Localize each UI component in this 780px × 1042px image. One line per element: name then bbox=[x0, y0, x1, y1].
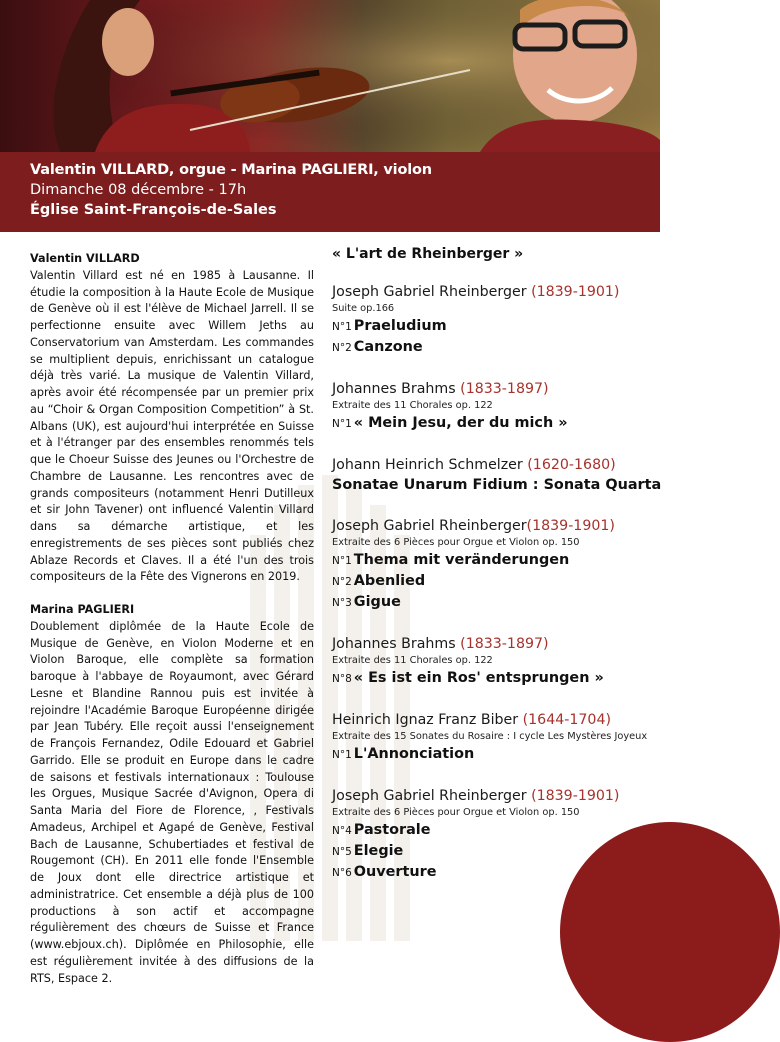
movement-number: N°4 bbox=[332, 825, 352, 837]
movement-number: N°3 bbox=[332, 597, 352, 609]
movement bbox=[332, 413, 652, 434]
composer-years: (1839-1901) bbox=[526, 518, 615, 534]
composer-line bbox=[332, 786, 652, 806]
composer-name: Heinrich Ignaz Franz Biber bbox=[332, 712, 519, 728]
movement bbox=[332, 592, 652, 613]
composer-name: Joseph Gabriel Rheinberger bbox=[332, 284, 527, 300]
movement-number: N°1 bbox=[332, 418, 352, 430]
program bbox=[332, 244, 662, 904]
composer-name: Johannes Brahms bbox=[332, 381, 456, 397]
movement-title: Canzone bbox=[353, 339, 423, 355]
movement-number: N°2 bbox=[332, 342, 352, 354]
composer-line bbox=[332, 710, 652, 730]
composer-years: (1620-1680) bbox=[527, 457, 616, 473]
composer-years: (1833-1897) bbox=[460, 636, 549, 652]
composer-years: (1839-1901) bbox=[531, 788, 620, 804]
movement bbox=[332, 337, 652, 358]
movement-number: N°6 bbox=[332, 867, 352, 879]
bio-text: Valentin Villard est né en 1985 à Lausanne. Il étudie la composition à la Haute Ecole de Musique de Genève où il est l'élève de Michael Jarrell. Il se perfectionne ensuite avec Willem Jeths au Conservatorium van Amsterdam. Les commandes se multiplient depuis, enrichissant un catalogue déjà très varié. La musique de Valentin Villard, après avoir été récompensée par un premier prix au “Choir & Organ Composition Competition” à St. Albans (UK), est aujourd'hui interprétée en Suisse et à l'étranger par des ensembles renommés tels que le Choeur Suisse des Jeunes ou l'Orchestre de Chambre de Lausanne. Les rencontres avec de grands compositeurs (notamment Henri Dutilleux et sir John Tavener) ont influencé Valentin Villard dans sa démarche artistique, et les enregistrements de ses pièces sont publiés chez Ablaze Records et Claves. Il a été l'un des trois compositeurs de la Fête des Vignerons en 2019. bbox=[30, 268, 314, 584]
movement-title: Ouverture bbox=[353, 864, 437, 880]
movement-title: « Mein Jesu, der du mich » bbox=[353, 415, 568, 431]
opus-note: Extraite des 11 Chorales op. 122 bbox=[332, 655, 493, 666]
corner-decoration bbox=[560, 822, 780, 1042]
bio-text: Doublement diplômée de la Haute Ecole de Musique de Genève, en Violon Moderne et en Violon Baroque, elle complète sa formation baroque à l'abbaye de Royaumont, avec Gérard Lesne et Blandine Rannou puis est invitée à rejoindre l'Académie Baroque Européenne dirigée par Jean Tubéry. Elle reçoit aussi l'enseignement de François Fernandez, Odile Edouard et Gabriel Garrido. Elle se produit en Europe dans le cadre de saisons et festivals internationaux : Toulouse les Orgues, Musique Sacrée d'Avignon, Opera di Santa Maria del Fiore de Florence, , Festivals Amadeus, Archipel et Agapé de Genève, Festival Bach de Lausanne, Schubertiades et festival de Rougemont (CH). En 2011 elle fonde l'Ensemble de Joux dont elle directrice artistique et administratrice. Cet ensemble a déjà plus de 100 productions à son actif et accompagne régulièrement des chœurs de Suisse et France (www.ebjoux.ch). Diplômée en Philosophie, elle est régulièrement invitée à des diffusions de la RTS, Espace 2. bbox=[30, 619, 314, 985]
movement-title: « Es ist ein Ros' entsprungen » bbox=[353, 670, 604, 686]
bio-name: Valentin VILLARD bbox=[30, 252, 140, 265]
movement-title: Praeludium bbox=[353, 318, 447, 334]
concert-date: Dimanche 08 décembre - 17h bbox=[30, 182, 247, 198]
opus-note: Extraite des 6 Pièces pour Orgue et Violon op. 150 bbox=[332, 537, 580, 548]
movement-number: N°1 bbox=[332, 321, 352, 333]
movement-number: N°5 bbox=[332, 846, 352, 858]
movement bbox=[332, 571, 652, 592]
program-piece bbox=[332, 379, 652, 434]
composer-name: Johann Heinrich Schmelzer bbox=[332, 457, 523, 473]
movement-number: N°1 bbox=[332, 555, 352, 567]
movement-title: Thema mit veränderungen bbox=[353, 552, 570, 568]
biographies bbox=[30, 251, 314, 1003]
movement bbox=[332, 316, 652, 337]
bio-name: Marina PAGLIERI bbox=[30, 603, 135, 616]
title-band bbox=[0, 152, 660, 232]
movement-number: N°1 bbox=[332, 749, 352, 761]
movement bbox=[332, 744, 652, 765]
composer-line bbox=[332, 455, 652, 475]
concert-title: Valentin VILLARD, orgue - Marina PAGLIERI, violon bbox=[30, 162, 432, 178]
opus-note: Extraite des 11 Chorales op. 122 bbox=[332, 400, 493, 411]
opus-note: Extraite des 6 Pièces pour Orgue et Violon op. 150 bbox=[332, 807, 580, 818]
composer-line bbox=[332, 634, 652, 654]
movement bbox=[332, 668, 652, 689]
performers-photo bbox=[0, 0, 660, 152]
composer-years: (1644-1704) bbox=[522, 712, 612, 728]
movement bbox=[332, 550, 652, 571]
program-title: « L'art de Rheinberger » bbox=[332, 246, 524, 262]
composer-name: Johannes Brahms bbox=[332, 636, 456, 652]
program-piece bbox=[332, 516, 652, 613]
program-piece bbox=[332, 710, 652, 765]
movement-title: Sonatae Unarum Fidium : Sonata Quarta bbox=[332, 477, 662, 493]
concert-venue: Église Saint-François-de-Sales bbox=[30, 202, 277, 218]
composer-name: Joseph Gabriel Rheinberger bbox=[332, 518, 527, 534]
opus-note: Suite op.166 bbox=[332, 303, 395, 314]
program-piece bbox=[332, 282, 652, 358]
movement-title: Gigue bbox=[353, 594, 401, 610]
movement bbox=[332, 475, 662, 495]
movement-title: Pastorale bbox=[353, 822, 431, 838]
movement-number: N°8 bbox=[332, 673, 352, 685]
header-photo bbox=[0, 0, 660, 152]
composer-years: (1839-1901) bbox=[531, 284, 620, 300]
opus-note: Extraite des 15 Sonates du Rosaire : I cycle Les Mystères Joyeux bbox=[332, 731, 648, 742]
composer-line bbox=[332, 282, 652, 302]
composer-name: Joseph Gabriel Rheinberger bbox=[332, 788, 527, 804]
movement-number: N°2 bbox=[332, 576, 352, 588]
movement-title: L'Annonciation bbox=[353, 746, 475, 762]
movement bbox=[332, 820, 652, 841]
composer-line bbox=[332, 516, 652, 536]
program-piece bbox=[332, 634, 652, 689]
movement-title: Abenlied bbox=[353, 573, 426, 589]
composer-years: (1833-1897) bbox=[460, 381, 549, 397]
composer-line bbox=[332, 379, 652, 399]
movement-title: Elegie bbox=[353, 843, 404, 859]
program-piece bbox=[332, 455, 662, 495]
